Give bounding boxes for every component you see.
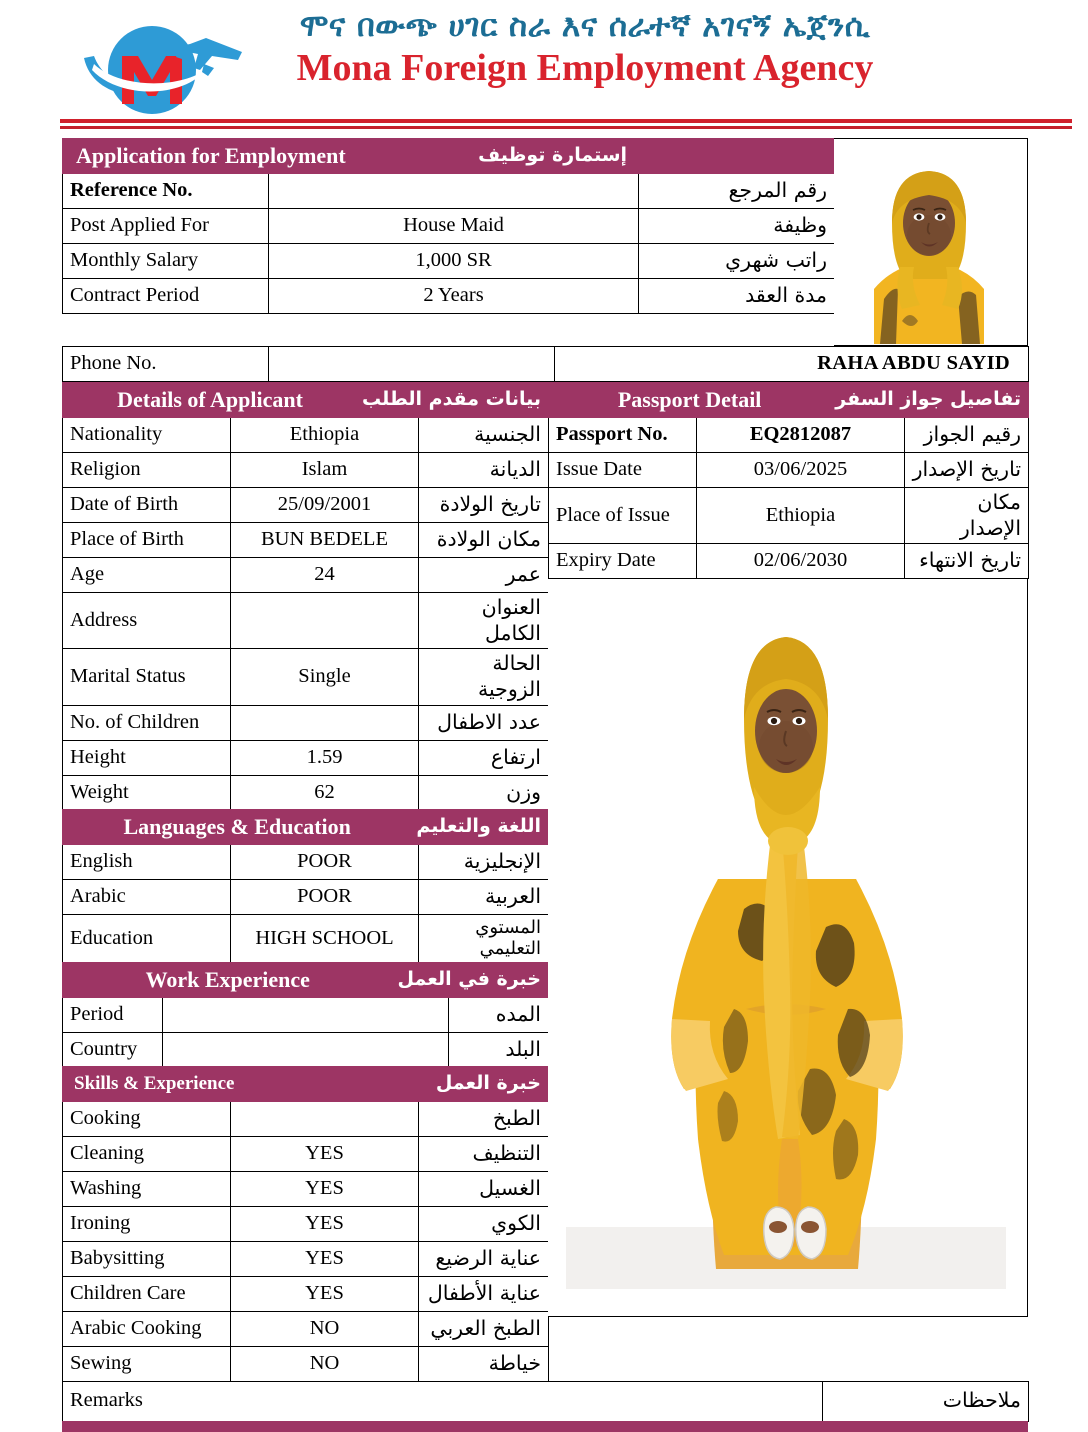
sewing-label-ar: خياطة (419, 1347, 549, 1382)
phone-no-value[interactable] (269, 347, 555, 382)
languages-education-table (62, 809, 549, 963)
work-experience-header-band (63, 962, 549, 997)
weight-label: Weight (63, 775, 231, 810)
table-row (63, 1312, 549, 1347)
education-value[interactable]: HIGH SCHOOL (231, 915, 419, 963)
monthly-salary-label-ar: راتب شهري (639, 244, 835, 279)
cooking-label-ar: الطبخ (419, 1102, 549, 1137)
table-row (63, 244, 835, 279)
applicant-header-row (63, 383, 549, 418)
education-label-ar: المستوي التعليمي (419, 915, 549, 963)
left-details-column (62, 382, 548, 1382)
languages-header-ar: اللغة والتعليم (416, 815, 542, 838)
passport-header-band (549, 383, 1029, 418)
ironing-label-ar: الكوي (419, 1207, 549, 1242)
work-experience-header-ar: خبرة في العمل (397, 967, 541, 990)
children-care-label: Children Care (63, 1277, 231, 1312)
arabic-cooking-label-ar: الطبخ العربي (419, 1312, 549, 1347)
reference-no-value[interactable] (269, 174, 639, 209)
contract-period-value[interactable]: 2 Years (269, 279, 639, 314)
date-of-birth-label-ar: تاريخ الولادة (419, 488, 549, 523)
languages-header-en: Languages & Education (123, 814, 351, 840)
table-row (63, 418, 549, 453)
application-header-ar: إستمارة توظيف (478, 144, 628, 167)
date-of-birth-label: Date of Birth (63, 488, 231, 523)
cleaning-label-ar: التنظيف (419, 1137, 549, 1172)
table-row (63, 740, 549, 775)
post-applied-label-ar: وظيفة (639, 209, 835, 244)
height-value[interactable]: 1.59 (231, 740, 419, 775)
table-row (63, 880, 549, 915)
right-passport-column (548, 382, 1028, 1317)
work-experience-header-en: Work Experience (145, 966, 310, 992)
contract-period-label-ar: مدة العقد (639, 279, 835, 314)
cleaning-value[interactable]: YES (231, 1137, 419, 1172)
height-label: Height (63, 740, 231, 775)
table-row (63, 705, 549, 740)
arabic-label-ar: العربية (419, 880, 549, 915)
cleaning-label: Cleaning (63, 1137, 231, 1172)
application-header-band (63, 139, 835, 174)
country-value[interactable] (163, 1032, 449, 1067)
monthly-salary-label: Monthly Salary (63, 244, 269, 279)
table-row (549, 453, 1029, 488)
cooking-label: Cooking (63, 1102, 231, 1137)
marital-status-label-ar: الحالة الزوجية (419, 649, 549, 705)
place-of-issue-label-ar: مكان الإصدار (905, 488, 1029, 544)
place-of-birth-value[interactable]: BUN BEDELE (231, 523, 419, 558)
agency-title-english: Mona Foreign Employment Agency (296, 47, 874, 90)
country-label: Country (63, 1032, 163, 1067)
languages-header-band (63, 810, 549, 845)
table-row (63, 1137, 549, 1172)
english-value[interactable]: POOR (231, 845, 419, 880)
employment-application-form (62, 138, 1028, 1432)
religion-label-ar: الديانة (419, 453, 549, 488)
table-row (549, 418, 1029, 453)
table-row (63, 174, 835, 209)
no-of-children-value[interactable] (231, 705, 419, 740)
ironing-value[interactable]: YES (231, 1207, 419, 1242)
religion-value[interactable]: Islam (231, 453, 419, 488)
expiry-date-value[interactable]: 02/06/2030 (697, 544, 905, 579)
age-value[interactable]: 24 (231, 558, 419, 593)
phone-name-table (62, 346, 1029, 382)
applicant-header-en: Details of Applicant (117, 387, 303, 413)
table-row (63, 279, 835, 314)
place-of-birth-label: Place of Birth (63, 523, 231, 558)
passport-no-value[interactable]: EQ2812087 (697, 418, 905, 453)
table-row (63, 1032, 549, 1067)
expiry-date-label: Expiry Date (549, 544, 697, 579)
arabic-label: Arabic (63, 880, 231, 915)
skills-experience-table (62, 1066, 549, 1382)
table-row (63, 488, 549, 523)
agency-logo-icon (72, 12, 252, 124)
post-applied-value[interactable]: House Maid (269, 209, 639, 244)
post-applied-label: Post Applied For (63, 209, 269, 244)
religion-label: Religion (63, 453, 231, 488)
nationality-label: Nationality (63, 418, 231, 453)
address-label-ar: العنوان الكامل (419, 593, 549, 649)
babysitting-value[interactable]: YES (231, 1242, 419, 1277)
table-row (63, 1347, 549, 1382)
agency-title-block (255, 8, 915, 91)
header-divider-rule (60, 119, 1072, 123)
children-care-label-ar: عناية الأطفال (419, 1277, 549, 1312)
marital-status-value[interactable]: Single (231, 649, 419, 705)
applicant-header-ar: بيانات مقدم الطلب (362, 388, 541, 411)
remarks-table (62, 1381, 1029, 1422)
washing-label-ar: الغسيل (419, 1172, 549, 1207)
issue-date-label-ar: تاريخ الإصدار (905, 453, 1029, 488)
remarks-label: Remarks (63, 1381, 823, 1421)
header-divider-rule-secondary (60, 126, 1072, 129)
contract-period-label: Contract Period (63, 279, 269, 314)
issue-date-value[interactable]: 03/06/2025 (697, 453, 905, 488)
table-row (63, 915, 549, 963)
table-row (63, 845, 549, 880)
no-of-children-label: No. of Children (63, 705, 231, 740)
page-masthead (0, 0, 1088, 128)
application-table (62, 138, 835, 314)
no-of-children-label-ar: عدد الاطفال (419, 705, 549, 740)
table-row (63, 997, 549, 1032)
table-row (63, 1172, 549, 1207)
application-header-row (63, 139, 835, 174)
table-row (63, 1277, 549, 1312)
washing-label: Washing (63, 1172, 231, 1207)
applicant-header-band (63, 383, 549, 418)
age-label: Age (63, 558, 231, 593)
place-of-issue-label: Place of Issue (549, 488, 697, 544)
passport-header-en: Passport Detail (617, 387, 762, 413)
height-label-ar: ارتفاع (419, 740, 549, 775)
marital-status-label: Marital Status (63, 649, 231, 705)
applicant-headshot-photo (834, 138, 1028, 346)
english-label-ar: الإنجليزية (419, 845, 549, 880)
table-row (63, 209, 835, 244)
skills-header-en: Skills & Experience (74, 1073, 235, 1095)
applicant-full-body-photo (548, 579, 1028, 1317)
table-row (63, 1381, 1029, 1421)
table-row (63, 347, 1029, 382)
weight-value[interactable]: 62 (231, 775, 419, 810)
date-of-birth-value[interactable]: 25/09/2001 (231, 488, 419, 523)
details-section (62, 382, 1028, 1382)
nationality-label-ar: الجنسية (419, 418, 549, 453)
languages-header-row (63, 810, 549, 845)
applicant-name: RAHA ABDU SAYID (555, 347, 1029, 382)
applicant-details-table (62, 382, 549, 811)
passport-no-label: Passport No. (549, 418, 697, 453)
application-header-en: Application for Employment (76, 143, 346, 169)
monthly-salary-value[interactable]: 1,000 SR (269, 244, 639, 279)
children-care-value[interactable]: YES (231, 1277, 419, 1312)
phone-no-label: Phone No. (63, 347, 269, 382)
babysitting-label-ar: عناية الرضيع (419, 1242, 549, 1277)
country-label-ar: البلد (449, 1032, 549, 1067)
arabic-value[interactable]: POOR (231, 880, 419, 915)
work-experience-table (62, 962, 549, 1068)
address-value[interactable] (231, 593, 419, 649)
sewing-label: Sewing (63, 1347, 231, 1382)
table-row (63, 649, 549, 705)
reference-no-label-ar: رقم المرجع (639, 174, 835, 209)
address-label: Address (63, 593, 231, 649)
work-experience-header-row (63, 962, 549, 997)
skills-header-ar: خبرة العمل (435, 1072, 541, 1095)
remarks-label-ar: ملاحظات (823, 1381, 1029, 1421)
arabic-cooking-label: Arabic Cooking (63, 1312, 231, 1347)
period-value[interactable] (163, 997, 449, 1032)
table-row (549, 488, 1029, 544)
agency-title-amharic: ሞና በውጭ ሀገር ስራ እና ሰራተኛ አገናኝ ኤጀንሲ (299, 8, 871, 44)
education-label: Education (63, 915, 231, 963)
washing-value[interactable]: YES (231, 1172, 419, 1207)
table-row (63, 1242, 549, 1277)
passport-detail-table (548, 382, 1029, 579)
passport-header-ar: تفاصيل جواز السفر (835, 388, 1022, 411)
reference-no-label: Reference No. (63, 174, 269, 209)
period-label: Period (63, 997, 163, 1032)
table-row (549, 544, 1029, 579)
passport-header-row (549, 383, 1029, 418)
age-label-ar: عمر (419, 558, 549, 593)
place-of-birth-label-ar: مكان الولادة (419, 523, 549, 558)
period-label-ar: المده (449, 997, 549, 1032)
skills-header-row (63, 1067, 549, 1102)
table-row (63, 775, 549, 810)
table-row (63, 1207, 549, 1242)
expiry-date-label-ar: تاريخ الانتهاء (905, 544, 1029, 579)
table-row (63, 453, 549, 488)
passport-no-label-ar: رقيم الجواز (905, 418, 1029, 453)
babysitting-label: Babysitting (63, 1242, 231, 1277)
issue-date-label: Issue Date (549, 453, 697, 488)
arabic-cooking-value[interactable]: NO (231, 1312, 419, 1347)
skills-header-band (63, 1067, 549, 1102)
footer-accent-bar (62, 1421, 1028, 1432)
table-row (63, 558, 549, 593)
weight-label-ar: وزن (419, 775, 549, 810)
top-section (62, 138, 1028, 346)
table-row (63, 523, 549, 558)
nationality-value[interactable]: Ethiopia (231, 418, 419, 453)
cooking-value[interactable] (231, 1102, 419, 1137)
table-row (63, 593, 549, 649)
place-of-issue-value[interactable]: Ethiopia (697, 488, 905, 544)
table-row (63, 1102, 549, 1137)
english-label: English (63, 845, 231, 880)
ironing-label: Ironing (63, 1207, 231, 1242)
sewing-value[interactable]: NO (231, 1347, 419, 1382)
